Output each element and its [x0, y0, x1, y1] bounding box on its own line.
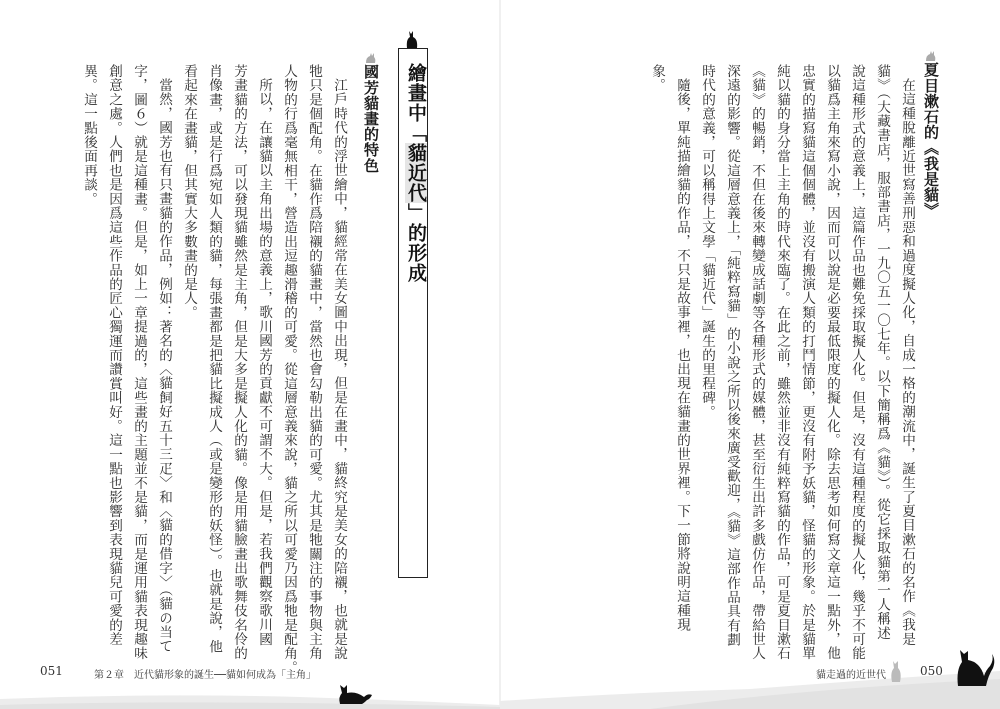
left-body-col-8: 當然，國芳也有只畫貓的作品，例如：著名的〈貓飼好五十三疋〉和〈貓的借字〉（貓の当て [156, 78, 172, 654]
right-body-col-4: 以貓爲主角來寫小說，因而可以說是必要最低限度的擬人化。除去思考如何寫文章這一點外，他 [824, 64, 840, 661]
left-body-col-10: 創意之處。人們也是因爲這些作品的匠心獨運而讚賞叫好。這一點也影響到表現貓兒可愛的差 [106, 64, 122, 647]
right-section-heading: 夏目漱石的《我是貓》 [918, 50, 938, 250]
right-body-col-11: 象。 [649, 64, 665, 93]
cat-silhouette-large-icon [950, 636, 996, 688]
footer-hill-decoration [500, 649, 1000, 709]
right-body-col-1: 在這種脫離近世寫善刑惡和過度擬人化，自成一格的潮流中，誕生了夏目漱石的名作《我是 [899, 78, 915, 646]
right-body-col-10: 隨後，單純描繪貓的作品，不只是故事裡，也出現在貓畫的世界裡。下一節將說明這種現 [674, 78, 690, 632]
left-body-col-2: 牠只是個配角。在貓作爲陪襯的貓畫中，當然也會勾勒出貓的可愛。尤其是牠關注的事物與主角 [306, 64, 322, 661]
right-body-col-6: 純以貓的身分當上主角的時代來臨了。在此之前，雖然並非沒有純粹寫貓的作品，可是夏目漱石 [774, 64, 790, 661]
right-body-col-5: 忠實的描寫貓這個個體，並沒有搬演人類的打鬥情節，更沒有附予妖貓，怪貓的形象。於是貓單 [799, 64, 815, 661]
cat-bullet-icon [923, 50, 938, 62]
right-page [500, 0, 1000, 709]
right-body-col-7: 《貓》的暢銷，不但在後來轉變成話劇等各種形式的媒體，甚至衍生出許多戲仿作品，帶給世人 [749, 64, 765, 661]
left-body-col-7: 看起來在畫貓，但其實大多數畫的是人。 [181, 64, 197, 320]
left-page-number: 051 [40, 664, 63, 678]
cat-silhouette-small-icon [888, 656, 904, 682]
left-body-col-4: 所以，在讓貓以主角出場的意義上，歌川國芳的貢獻不可謂不大。但是，若我們觀察歌川國 [256, 78, 272, 646]
left-running-title: 第２章 近代貓形象的誕生──貓如何成為「主角」 [94, 670, 317, 681]
right-page-number: 050 [920, 664, 943, 678]
left-body-col-1: 江戶時代的浮世繪中，貓經常在美女圖中出現，但是在畫中，貓終究是美女的陪襯，也就是說 [331, 78, 347, 661]
left-body-col-9: 字，圖６）就是這種畫。但是，如上一章提過的，這些畫的主題並不是貓，而是運用貓表現趣味 [131, 64, 147, 661]
cat-silhouette-icon [336, 673, 376, 705]
left-body-col-6: 肖像畫，或是行爲宛如人類的貓，每張畫都是把貓比擬成人（或是變形的妖怪）。也就是說，他 [206, 64, 222, 654]
left-subheading: 國芳貓畫的特色 [358, 52, 378, 252]
left-body-col-11: 異。這一點後面再談。 [81, 64, 97, 206]
right-body-col-8: 深遠的影響。從這層意義上，「純粹寫貓」的小說之所以後來廣受歡迎，《貓》這部作品具有劃 [724, 64, 740, 647]
right-body-col-3: 說這種形式的意義上，這篇作品也難免採取擬人化。但是，沒有這種程度的擬人化，幾乎不可能 [849, 64, 865, 661]
section-heading-box [398, 48, 428, 578]
left-body-col-3: 人物的行爲毫無相干，營造出逗趣滑稽的可愛。從這層意義來說，貓之所以可愛乃因爲牠是配角。 [281, 64, 297, 675]
left-body-col-5: 芳畫貓的方法，可以發現貓雖然是主角，但是大多是擬人化的貓。像是用貓臉畫出歌舞伎名伶的 [231, 64, 247, 661]
cat-heading-icon [404, 28, 422, 48]
right-body-col-9: 時代的意義，可以稱得上文學「貓近代」誕生的里程碑。 [699, 64, 715, 419]
right-body-col-2: 貓》（大藏書店，服部書店，一九〇五一〇七年。以下簡稱爲《貓》）。從它採取貓第一人稱述 [874, 64, 890, 640]
section-heading: 繪畫中「貓近代」的形成 [405, 63, 427, 283]
cat-bullet-icon [363, 52, 378, 64]
right-running-title: 貓走過的近世代 [816, 670, 886, 681]
